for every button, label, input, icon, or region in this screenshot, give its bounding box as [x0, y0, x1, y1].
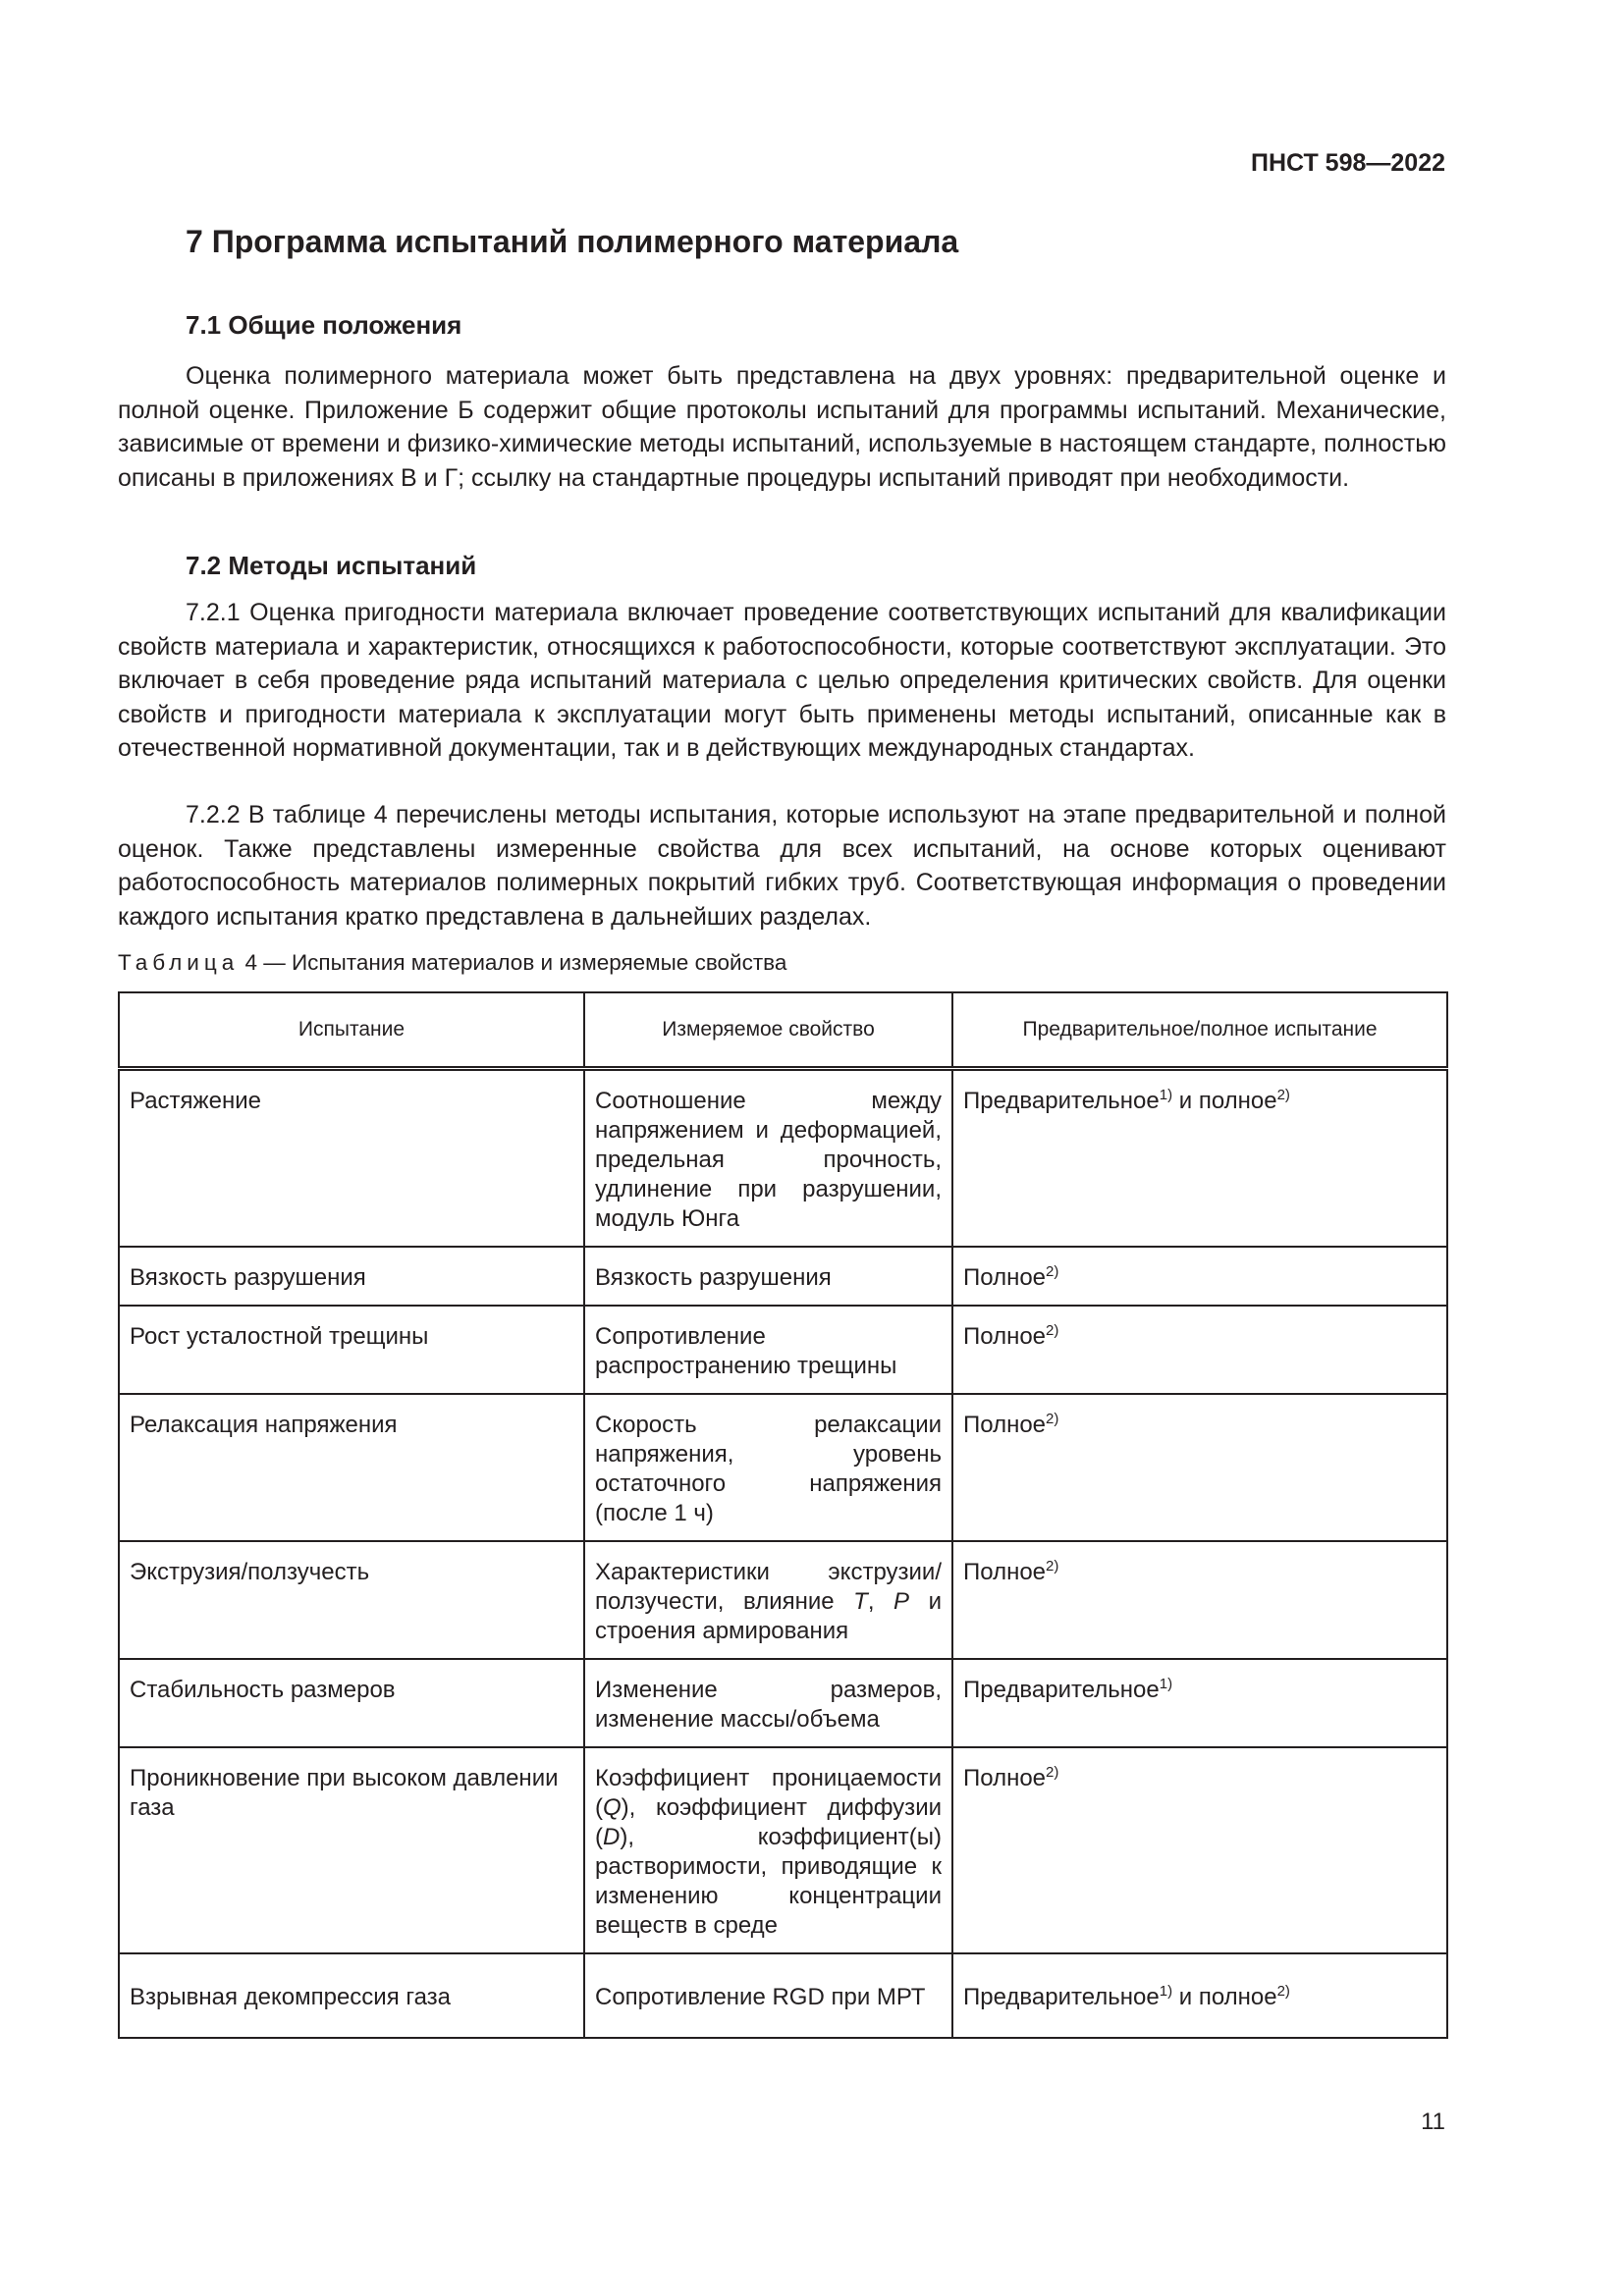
cell-property: Скорость релаксации напряжения, уровень остаточного напряжения (после 1 ч) — [584, 1394, 952, 1541]
cell-test: Взрывная декомпрессия газа — [119, 1953, 584, 2038]
cell-property: Изменение размеров, изменение массы/объема — [584, 1659, 952, 1747]
cell-stage: Предварительное$^{1)}$ — [952, 1659, 1447, 1747]
cell-test: Релаксация напряжения — [119, 1394, 584, 1541]
cell-stage: Полное$^{2)}$ — [952, 1541, 1447, 1659]
cell-stage: Полное$^{2)}$ — [952, 1247, 1447, 1306]
table-header-row — [119, 992, 1447, 1069]
table-row — [119, 1541, 1447, 1659]
cell-property: Коэффициент проницаемости (Q), коэффициент диффузии (D), коэффициент(ы) растворимости, приводящие к изменению концентрации веществ в среде — [584, 1747, 952, 1953]
cell-stage: Полное$^{2)}$ — [952, 1747, 1447, 1953]
table-row — [119, 1953, 1447, 2038]
paragraph-7-2-1: 7.2.1 Оценка пригодности материала включает проведение соответствующих испытаний для квалификации свойств материала и характеристик, относящихся к работоспособности, которые соответствуют эксплуатации. Это включает в себя проведение ряда испытаний материала с целью определения критических свойств. Для оценки свойств и пригодности материала к эксплуатации могут быть применены методы испытаний, описанные как в отечественной нормативной документации, так и в действующих международных стандартах. — [118, 599, 1446, 762]
table-caption — [118, 950, 786, 976]
cell-property: Соотношение между напряжением и деформацией, предельная прочность, удлинение при разрушении, модуль Юнга — [584, 1069, 952, 1248]
cell-stage: Предварительное$^{1)}$ и полное$^{2)}$ — [952, 1069, 1447, 1248]
page-number: 11 — [1421, 2109, 1445, 2135]
cell-test: Стабильность размеров — [119, 1659, 584, 1747]
subsection-7-1-title: 7.1 Общие положения — [186, 310, 462, 340]
table-caption-label: Таблица — [118, 950, 240, 975]
table-caption-text: 4 — Испытания материалов и измеряемые свойства — [239, 950, 787, 975]
cell-test: Вязкость разрушения — [119, 1247, 584, 1306]
cell-test: Экструзия/ползучесть — [119, 1541, 584, 1659]
subsection-7-1-text: Оценка полимерного материала может быть представлена на двух уровнях: предварительной оценке и полной оценке. Приложение Б содержит общие протоколы испытаний для программы испытаний. Механические, зависимые от времени и физико-химические методы испытаний, используемые в настоящем стандарте, полностью описаны в приложениях В и Г; ссылку на стандартные процедуры испытаний приводят при необходимости. — [118, 362, 1446, 492]
cell-stage: Полное$^{2)}$ — [952, 1306, 1447, 1394]
table-row — [119, 1306, 1447, 1394]
document-code: ПНСТ 598—2022 — [1251, 149, 1445, 177]
table-row — [119, 1247, 1447, 1306]
cell-stage: Предварительное$^{1)}$ и полное$^{2)}$ — [952, 1953, 1447, 2038]
paragraph-7-2-2: 7.2.2 В таблице 4 перечислены методы испытания, которые используют на этапе предварительной и полной оценок. Также представлены измеренные свойства для всех испытаний, на основе которых оценивают работоспособность материалов полимерных покрытий гибких труб. Соответствующая информация о проведении каждого испытания кратко представлена в дальнейших разделах. — [118, 801, 1446, 931]
subsection-7-2-title: 7.2 Методы испытаний — [186, 551, 477, 580]
header-stage: Предварительное/полное испытание — [952, 992, 1447, 1069]
table-row — [119, 1747, 1447, 1953]
cell-test: Проникновение при высоком давлении газа — [119, 1747, 584, 1953]
cell-stage: Полное$^{2)}$ — [952, 1394, 1447, 1541]
table-row — [119, 1069, 1447, 1248]
cell-test: Растяжение — [119, 1069, 584, 1248]
cell-property: Сопротивление распространению трещины — [584, 1306, 952, 1394]
header-property: Измеряемое свойство — [584, 992, 952, 1069]
header-test: Испытание — [119, 992, 584, 1069]
table-row — [119, 1394, 1447, 1541]
cell-property: Вязкость разрушения — [584, 1247, 952, 1306]
cell-property: Сопротивление RGD при МРТ — [584, 1953, 952, 2038]
tests-table — [118, 991, 1448, 2039]
cell-property: Характеристики экструзии/ползучести, влияние T, P и строения армирования — [584, 1541, 952, 1659]
cell-test: Рост усталостной трещины — [119, 1306, 584, 1394]
section-title: 7 Программа испытаний полимерного материала — [186, 224, 959, 259]
table-row — [119, 1659, 1447, 1747]
